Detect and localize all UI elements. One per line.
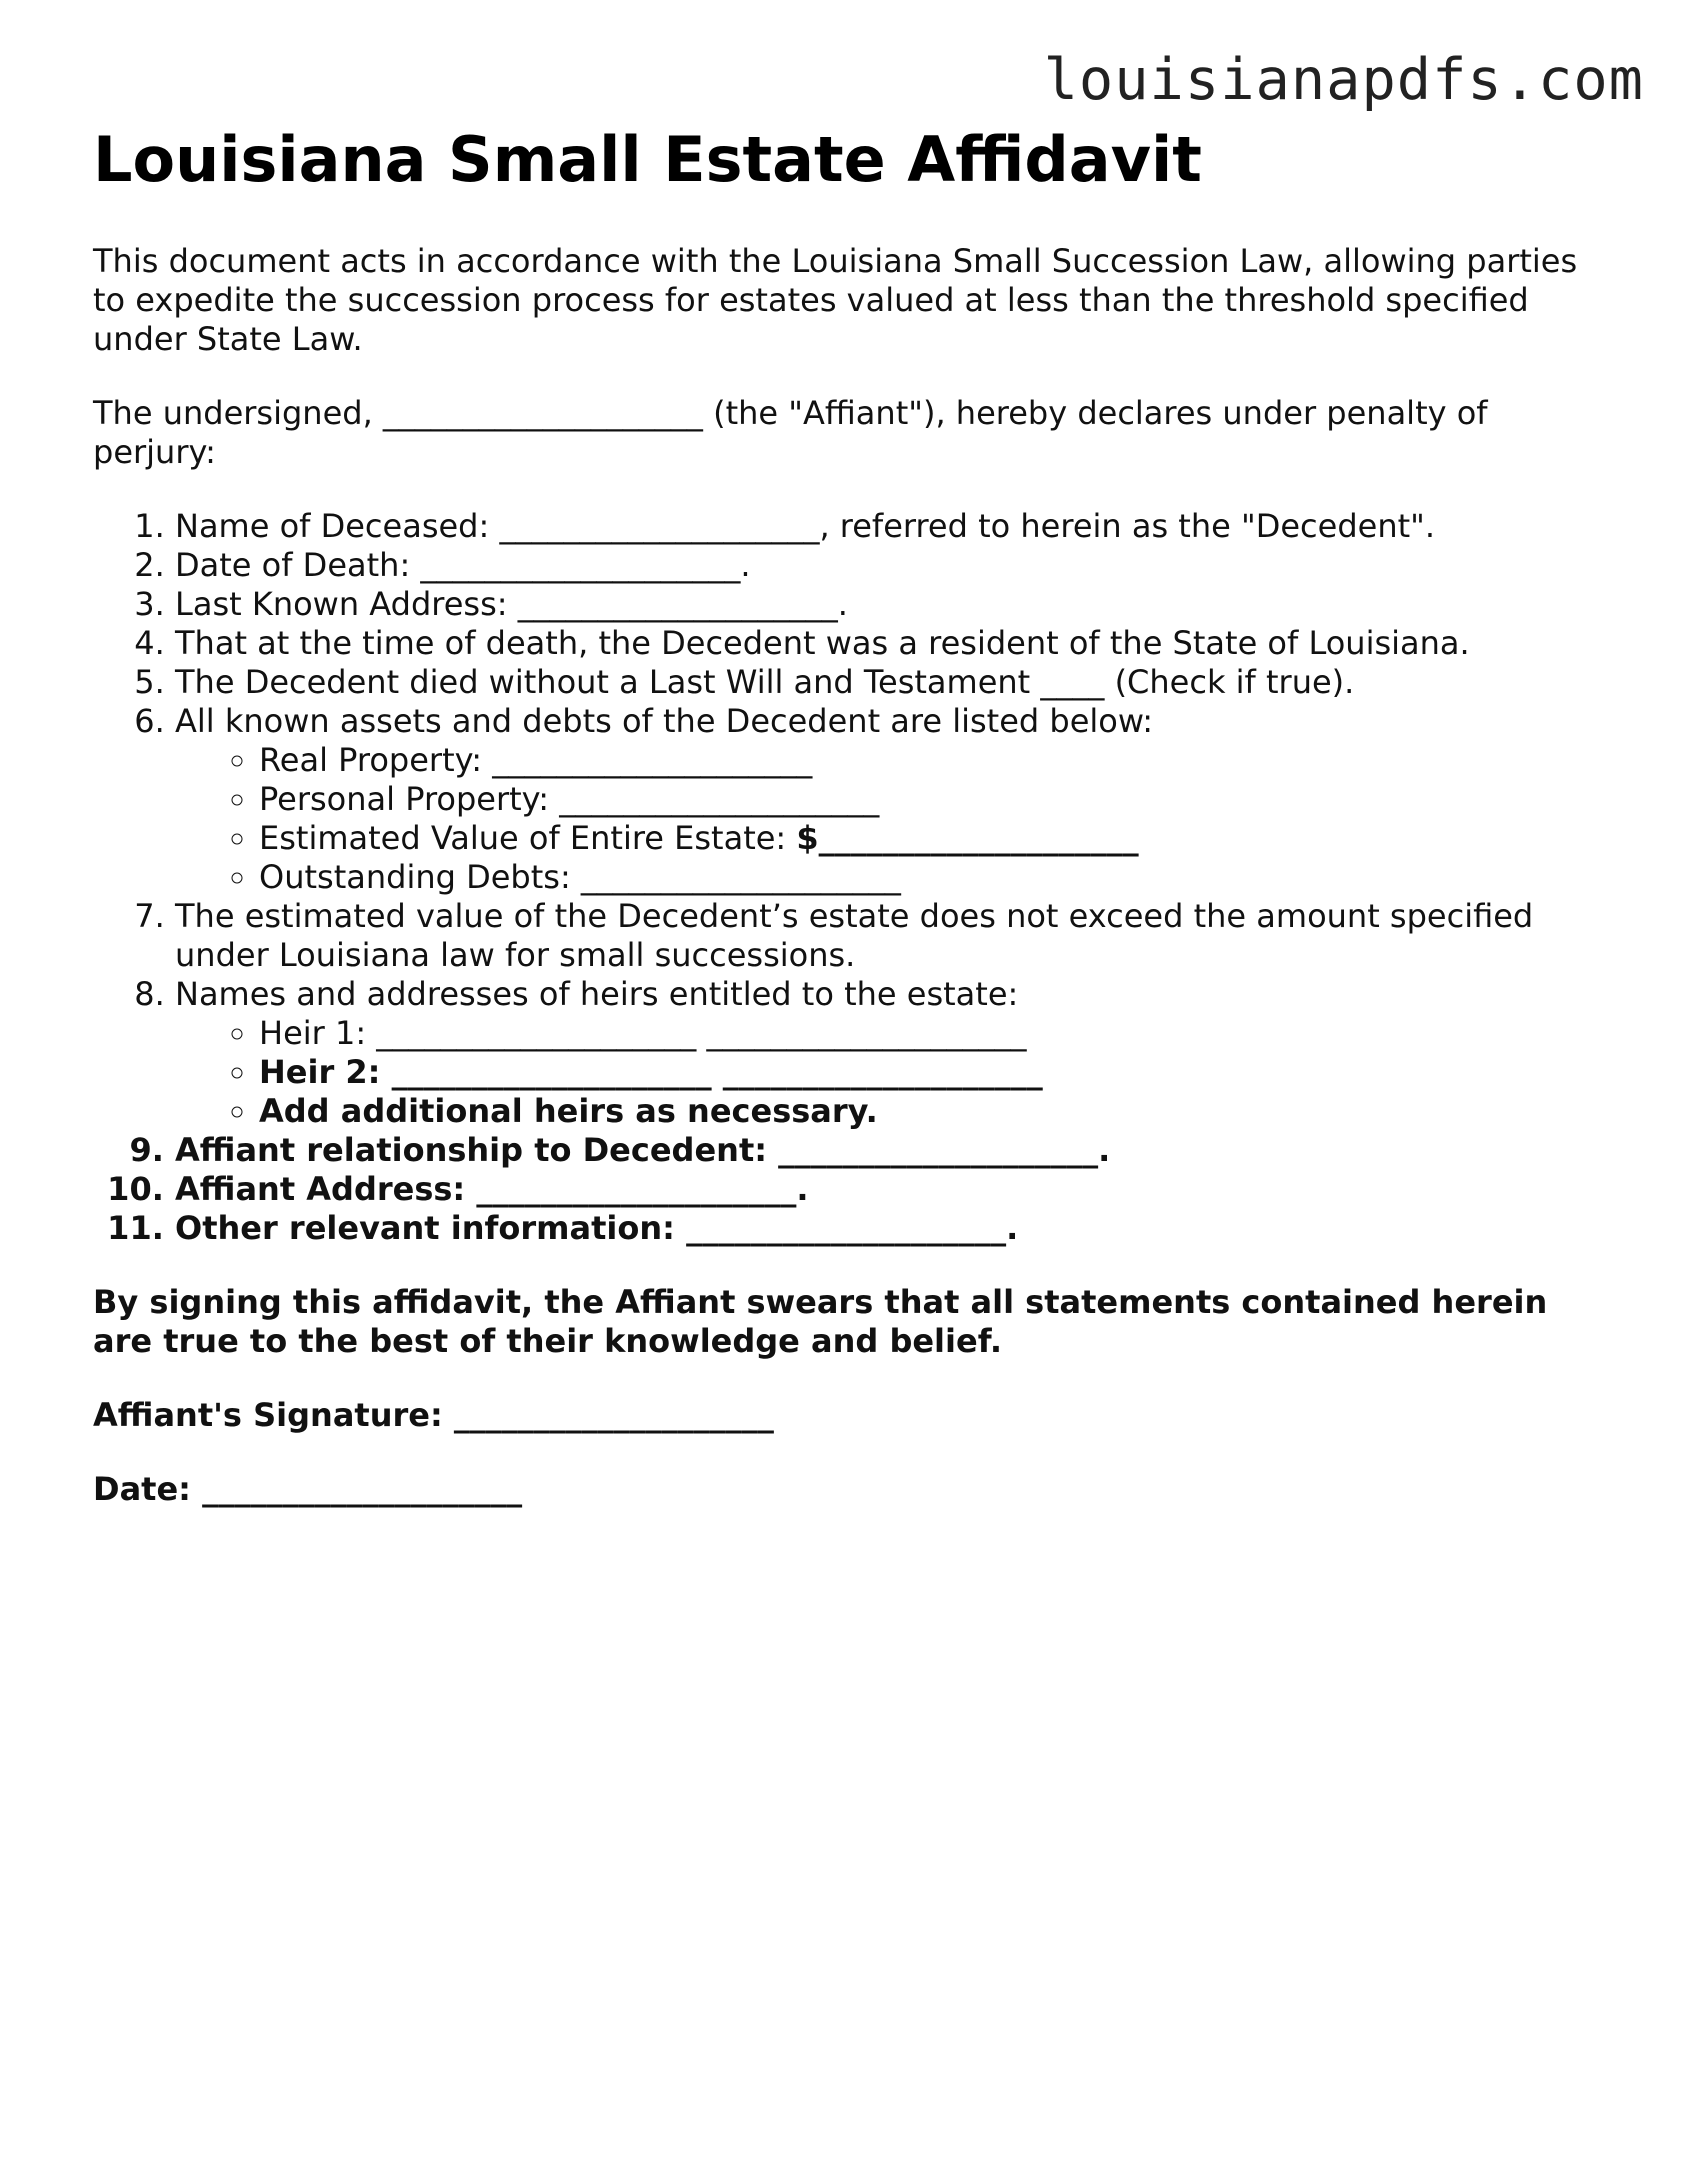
list-item-deceased-name [175,507,1613,546]
list-item-other-info [175,1209,1613,1248]
sublist-item-heir-1: ◦ Heir 1: ____________________ ____________________ [259,1014,1613,1053]
list-item-text: Names and addresses of heirs entitled to the estate: [175,975,1019,1013]
list-item-no-will [175,663,1613,702]
list-item-text: Affiant Address: ____________________. [175,1170,809,1208]
sublist-item-outstanding-debts: ◦ Outstanding Debts: ____________________ [259,858,1613,897]
assets-sublist [175,741,1613,897]
intro-paragraph: This document acts in accordance with the Louisiana Small Succession Law, allowing parties to expedite the succession process for estates valued at less than the threshold specified under State Law. [93,242,1578,358]
list-item-text: The estimated value of the Decedent’s estate does not exceed the amount specified under Louisiana law for small successions. [175,897,1534,974]
list-item-text: Last Known Address: ____________________. [175,585,848,623]
estimated-value-label: Estimated Value of Entire Estate: [259,819,797,857]
sublist-item-estimated-value [259,819,1613,858]
signature-line: Affiant's Signature: ____________________ [93,1396,774,1434]
list-item-text: That at the time of death, the Decedent was a resident of the State of Louisiana. [175,624,1470,662]
watermark-text: louisianapdfs.com [1043,47,1644,113]
list-item-affiant-relationship [175,1131,1613,1170]
list-item-date-of-death [175,546,1613,585]
heirs-sublist [175,1014,1613,1131]
list-item-heirs [175,975,1613,1131]
list-item-text: Affiant relationship to Decedent: ____________________. [175,1131,1111,1169]
list-item-text: All known assets and debts of the Decedent are listed below: [175,702,1154,740]
list-item-affiant-address [175,1170,1613,1209]
list-item-text: Other relevant information: ____________________. [175,1209,1019,1247]
sublist-item-additional-heirs: ◦ Add additional heirs as necessary. [259,1092,1613,1131]
list-item-last-address [175,585,1613,624]
affidavit-list [93,507,1613,1248]
estimated-value-blank: $____________________ [796,819,1139,857]
list-item-estate-value [175,897,1613,975]
closing-statement: By signing this affidavit, the Affiant swears that all statements contained herein are true to the best of their knowledge and belief. [93,1283,1548,1360]
list-item-text: Date of Death: ____________________. [175,546,751,584]
sublist-item-heir-2: ◦ Heir 2: ____________________ ____________________ [259,1053,1613,1092]
list-item-text: Name of Deceased: ____________________, referred to herein as the "Decedent". [175,507,1436,545]
declaration-paragraph: The undersigned, ____________________ (the "Affiant"), hereby declares under penalty of perjury: [93,394,1488,471]
list-item-residency [175,624,1613,663]
document-title: Louisiana Small Estate Affidavit [93,123,1202,196]
sublist-item-real-property: ◦ Real Property: ____________________ [259,741,1613,780]
sublist-item-personal-property: ◦ Personal Property: ____________________ [259,780,1613,819]
document-page [93,120,1613,1544]
date-line: Date: ____________________ [93,1470,523,1508]
list-item-text: The Decedent died without a Last Will and Testament ____ (Check if true). [175,663,1355,701]
list-item-assets-debts [175,702,1613,897]
